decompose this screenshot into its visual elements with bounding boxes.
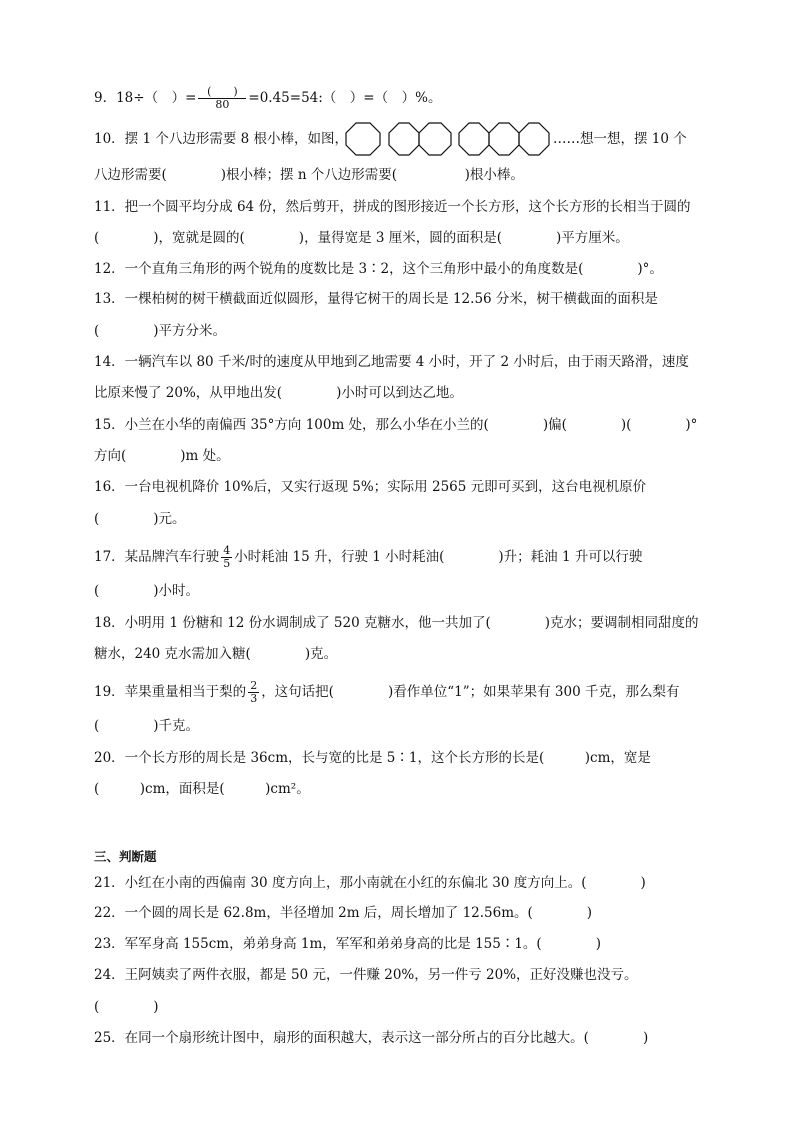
question-14-line-2: 比原来慢了 20%，从甲地出发( )小时可以到达乙地。 xyxy=(94,385,463,401)
question-10-tail: ……想一想，摆 10 个 xyxy=(553,131,687,147)
fraction-2-3: $\frac{2}{3}$ xyxy=(250,679,258,705)
question-23: 23．军军身高 155cm，弟弟身高 1m，军军和弟弟身高的比是 155∶1。( ) xyxy=(94,936,601,952)
question-18-line-1: 18．小明用 1 份糖和 12 份水调制成了 520 克糖水，他一共加了( )克水；要调制相同甜度的 xyxy=(94,615,699,631)
octagon-figure-1 xyxy=(345,122,381,156)
question-18-line-2: 糖水，240 克水需加入糖( )克。 xyxy=(94,646,338,662)
question-22: 22．一个圆的周长是 62.8m，半径增加 2m 后，周长增加了 12.56m。( ) xyxy=(94,905,593,921)
question-16-line-1: 16．一台电视机降价 10%后，又实行返现 5%；实际用 2565 元即可买到，这台电视机原价 xyxy=(94,479,647,495)
question-20-line-1: 20．一个长方形的周长是 36cm，长与宽的比是 5∶1，这个长方形的长是( )cm，宽是 xyxy=(94,750,651,766)
question-20-line-2: ( )cm，面积是( )cm²。 xyxy=(94,781,310,797)
section-title-judgement: 三、判断题 xyxy=(94,849,157,864)
question-10-line-2: 八边形需要( )根小棒；摆 n 个八边形需要( )根小棒。 xyxy=(94,167,524,183)
fraction-4-5: $\frac{4}{5}$ xyxy=(223,544,231,570)
fraction: $\frac{( )}{80}$ xyxy=(198,86,246,111)
octagon-figure-3 xyxy=(458,122,550,156)
question-14-line-1: 14．一辆汽车以 80 千米/时的速度从甲地到乙地需要 4 小时，开了 2 小时后，由于雨天路滑，速度 xyxy=(94,354,689,370)
question-13-line-1: 13．一棵柏树的树干横截面近似圆形，量得它树干的周长是 12.56 分米，树干横截面的面积是 xyxy=(94,291,658,307)
question-16-line-2: ( )元。 xyxy=(94,511,186,527)
question-13-line-2: ( )平方分米。 xyxy=(94,323,227,339)
question-9: 9．18÷（ ）= $\frac{( )}{80}$ =0.45=54:（ ）=（ ）%。 xyxy=(94,85,442,111)
octagon-figure-2 xyxy=(388,122,452,156)
question-10-line-1: 10．摆 1 个八边形需要 8 根小棒，如图， xyxy=(94,131,349,147)
question-15-line-2: 方向( )m 处。 xyxy=(94,448,230,464)
question-17-line-1: 17．某品牌汽车行驶 $\frac{4}{5}$ 小时耗油 15 升，行驶 1 小时耗油( )升；耗油 1 升可以行驶 xyxy=(94,544,643,570)
question-21: 21．小红在小南的西偏南 30 度方向上，那小南就在小红的东偏北 30 度方向上。( ) xyxy=(94,875,646,891)
question-25: 25．在同一个扇形统计图中，扇形的面积越大，表示这一部分所占的百分比越大。( ) xyxy=(94,1030,649,1046)
question-11-line-1: 11．把一个圆平均分成 64 份，然后剪开，拼成的图形接近一个长方形，这个长方形的长相当于圆的 xyxy=(94,199,691,215)
question-19-line-1: 19．苹果重量相当于梨的 $\frac{2}{3}$ ，这句话把( )看作单位“1”；如果苹果有 300 千克，那么梨有 xyxy=(94,679,680,705)
question-11-line-2: ( )，宽就是圆的( )，量得宽是 3 厘米，圆的面积是( )平方厘米。 xyxy=(94,230,629,246)
question-15-line-1: 15．小兰在小华的南偏西 35°方向 100m 处，那么小华在小兰的( )偏( )( )° xyxy=(94,417,698,433)
question-17-line-2: ( )小时。 xyxy=(94,583,200,599)
question-24-line-1: 24．王阿姨卖了两件衣服，都是 50 元，一件赚 20%，另一件亏 20%，正好没赚也没亏。 xyxy=(94,967,638,983)
question-12-line-1: 12．一个直角三角形的两个锐角的度数比是 3∶2，这个三角形中最小的角度数是( )°。 xyxy=(94,261,663,277)
question-24-line-2: ( ) xyxy=(94,999,159,1015)
question-19-line-2: ( )千克。 xyxy=(94,718,200,734)
